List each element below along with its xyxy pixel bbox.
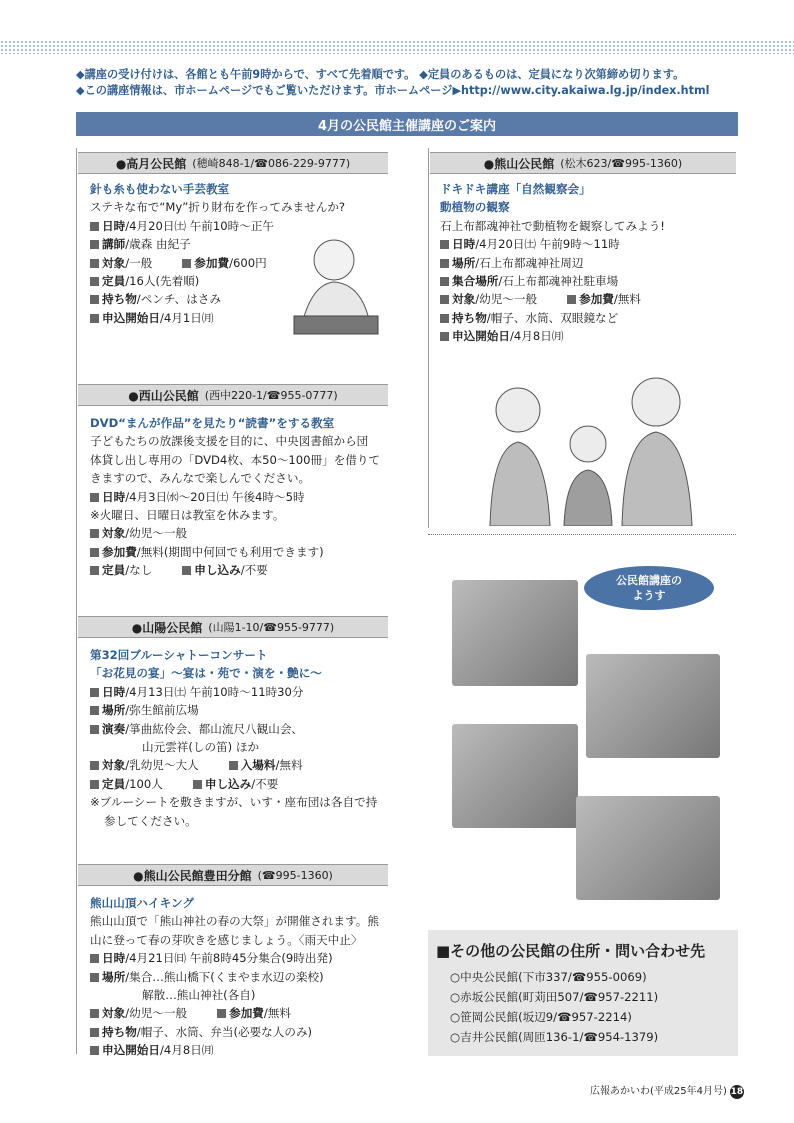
nishiyama-block: DVD“まんが作品”を見たり“読書”をする教室 子どもたちの放課後支援を目的に、中央図書館から団 体貸し出し専用の「DVD4枚、本50～100冊」を借りて きますので、みんなで楽しんでください。 日時/4月3日㈬～20日㈯ 午後4時～5時 ※火曜日、日曜日は教室を休みます。 対象/幼児～一般 参加費/無料(期間中何回でも利用できます) 定員/なし 申し込み/不要 [90,416,381,578]
toyota-block: 熊山山頂ハイキング 熊山山頂で「熊山神社の春の大祭」が開催されます。熊 山に登って春の芽吹きを感じましょう。〈雨天中止〉 日時/4月21日㈰ 午前8時45分集合(9時出発) 場所/集合…熊山橋下(くまやま水辺の楽校) 解散…熊山神社(各自) 対象/幼児～一般 参加費/無料 持ち物/帽子、水筒、弁当(必要な人のみ) 申込開始日/4月8日㈪ [90,896,379,1058]
top-dot-band [0,40,794,54]
crafting-woman-illustration [272,232,384,342]
section-header-takatsuki [78,152,388,174]
course-lead: ステキな布で“My”折り財布を作ってみませんか? [90,200,346,215]
hall-address: (穂崎848-1/☎086-229-9777) [192,157,351,170]
page-banner: 4月の公民館主催講座のご案内 [76,112,738,136]
sanyo-block: 第32回ブルーシャトーコンサート 「お花見の宴」～宴は・苑で・演を・艶に～ 日時/4月13日㈯ 午前10時～11時30分 場所/弥生館前広場 演奏/箏曲紘伶会、都山流尺八観山会、 山元雲祥(しの笛) ほか 対象/乳幼児～大人 入場料/無料 定員/100人 申し込み/不要 ※ブルーシートを敷きますが、いす・座布団は各自で持 参してください。 [90,648,378,828]
left-column-rule [76,148,77,1054]
section-header-toyota: ●熊山公民館豊田分館 (☎995-1360) [78,864,388,886]
speech-bubble: 公民館講座の ようす [584,566,714,610]
contact-box [428,930,738,1056]
dotted-divider [428,534,736,535]
photo-bread-basket [576,796,720,900]
page-number: 18 [730,1087,744,1097]
contact-title: ■その他の公民館の住所・問い合わせ先 [436,942,706,960]
photo-cooking [452,724,578,828]
contact-item: ○吉井公民館(周匝136-1/☎954-1379) [450,1030,659,1044]
photo-kitchen [586,654,720,758]
right-column-rule [428,148,429,528]
contact-item: ○中央公民館(下市337/☎955-0069) [450,970,647,984]
section-header-nishiyama: ●西山公民館 (西中220-1/☎955-0777) [78,384,388,406]
page-footer [590,1082,744,1099]
kumayama-block: ドキドキ講座「自然観察会」 動植物の観察 石上布都魂神社で動植物を観察してみよう! 日時/4月20日㈯ 午前9時～11時 場所/石上布都魂神社周辺 集合場所/石上布都魂神社駐車場 対象/幼児～一般 参加費/無料 持ち物/帽子、水筒、双眼鏡など 申込開始日/4月8日㈪ [440,182,665,344]
photo-classroom [452,580,578,686]
footer-text: 広報あかいわ(平成25年4月号) [590,1086,727,1097]
contact-item: ○笹岡公民館(坂辺9/☎957-2214) [450,1010,632,1024]
takatsuki-block: 針も糸も使わない手芸教室 ステキな布で“My”折り財布を作ってみませんか? 日時/4月20日㈯ 午前10時～正午 講師/歳森 由紀子 対象/一般 参加費/600円 定員/16人(先着順) 持ち物/ペンチ、はさみ 申込開始日/4月1日㈪ [90,180,390,327]
course-title: 針も糸も使わない手芸教室 [90,182,230,196]
notice-line-2: ◆この講座情報は、市ホームページでもご覧いただけます。市ホームページ▶http://www.city.akaiwa.lg.jp/index.html [76,84,710,97]
hikers-illustration [470,366,710,526]
notice-line-1: ◆講座の受け付けは、各館とも午前9時からで、すべて先着順です。 ◆定員のあるものは、定員になり次第締め切ります。 [76,68,685,81]
hall-name: ●高月公民館 [115,156,187,171]
section-header-sanyo: ●山陽公民館 (山陽1-10/☎955-9777) [78,616,388,638]
contact-item: ○赤坂公民館(町苅田507/☎957-2211) [450,990,659,1004]
section-header-kumayama: ●熊山公民館 (松木623/☎995-1360) [430,152,736,174]
